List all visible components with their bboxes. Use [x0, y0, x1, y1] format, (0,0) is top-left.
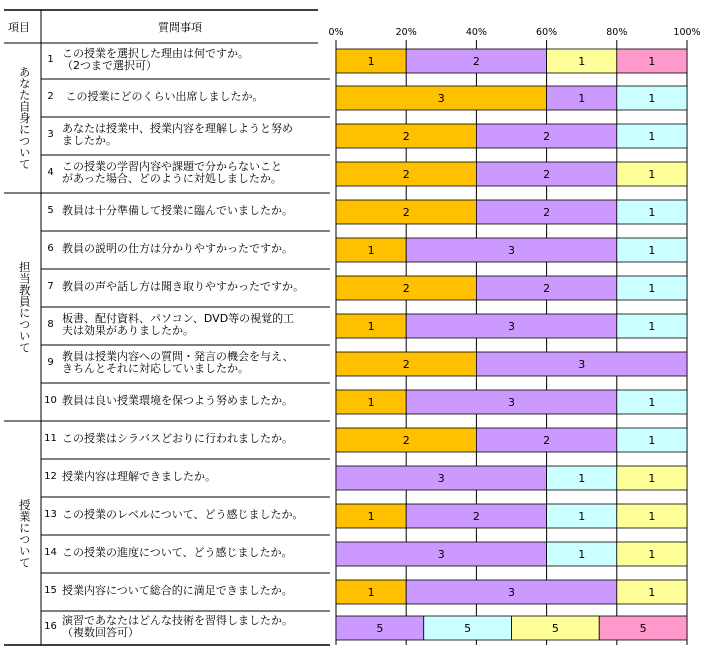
question-text: 授業内容について総合的に満足できましたか。: [62, 584, 293, 597]
bar-data-label: 3: [508, 396, 515, 409]
question-number: 16: [44, 621, 57, 632]
question-text: 演習であなたはどんな技術を習得しましたか。 （複数回答可）: [62, 614, 293, 639]
bar-data-label: 2: [543, 168, 551, 181]
bar-data-label: 2: [402, 206, 410, 219]
bar-data-label: 1: [648, 244, 656, 257]
question-number: 3: [47, 129, 54, 140]
question-text: 教員は良い授業環境を保つよう努めましたか。: [62, 394, 293, 407]
bar-data-label: 2: [402, 434, 410, 447]
question-text: 授業内容は理解できましたか。: [62, 470, 216, 483]
bar-data-label: 1: [648, 168, 656, 181]
bar-data-label: 5: [639, 622, 647, 635]
question-number: 4: [47, 167, 54, 178]
bar-data-label: 3: [437, 548, 445, 561]
question-number: 2: [47, 91, 54, 102]
bar-data-label: 1: [648, 548, 656, 561]
x-tick-label: 60%: [536, 27, 558, 38]
question-text: 教員は十分準備して授業に臨んでいましたか。: [62, 204, 293, 217]
question-text: この授業の学習内容や課題で分からないこと があった場合、どのように対処しましたか。: [62, 160, 282, 185]
bar-data-label: 1: [648, 396, 656, 409]
x-tick-label: 20%: [395, 27, 417, 38]
bar-data-label: 1: [648, 586, 656, 599]
bar-data-label: 1: [648, 55, 656, 68]
bar-data-label: 5: [376, 622, 384, 635]
bar-data-label: 1: [367, 244, 375, 257]
bar-data-label: 1: [648, 434, 656, 447]
question-text: 板書、配付資料、パソコン、DVD等の視覚的工 夫は効果がありましたか。: [62, 312, 295, 337]
question-text: 教員の説明の仕方は分かりやすかったですか。: [62, 242, 293, 255]
question-number: 8: [47, 319, 54, 330]
bar-data-label: 1: [367, 586, 375, 599]
question-number: 13: [44, 509, 57, 520]
bar-data-label: 3: [508, 320, 515, 333]
bar-data-label: 1: [648, 320, 656, 333]
bar-data-label: 2: [543, 282, 551, 295]
bar-data-label: 2: [402, 358, 410, 371]
question-text: 教員の声や話し方は聞き取りやすかったですか。: [62, 280, 304, 293]
bar-data-label: 2: [472, 55, 480, 68]
bar-data-label: 3: [508, 586, 515, 599]
bar-data-label: 1: [578, 92, 586, 105]
x-tick-label: 80%: [606, 27, 628, 38]
category-label: あなた自身について: [17, 66, 32, 170]
x-tick-label: 40%: [465, 27, 487, 38]
bar-data-label: 2: [402, 130, 410, 143]
bar-data-label: 1: [648, 130, 656, 143]
bar-data-label: 3: [437, 92, 445, 105]
bar-data-label: 3: [437, 472, 445, 485]
bar-data-label: 1: [648, 282, 656, 295]
bar-data-label: 2: [402, 168, 410, 181]
header-item: 項目: [8, 21, 30, 34]
bar-data-label: 1: [578, 55, 586, 68]
bar-data-label: 5: [464, 622, 472, 635]
x-tick-label: 0%: [328, 27, 344, 38]
bar-data-label: 2: [402, 282, 410, 295]
bar-data-label: 1: [367, 396, 375, 409]
bar-data-label: 3: [578, 358, 586, 371]
bar-data-label: 1: [578, 472, 586, 485]
bar-data-label: 1: [367, 510, 375, 523]
bar-data-label: 2: [543, 130, 551, 143]
question-number: 14: [44, 547, 57, 558]
question-text: この授業のレベルについて、どう感じましたか。: [62, 508, 304, 521]
bar-data-label: 1: [367, 320, 375, 333]
question-text: あなたは授業中、授業内容を理解しようと努め ましたか。: [62, 122, 293, 147]
question-number: 11: [44, 433, 57, 444]
question-text: この授業を選択した理由は何ですか。 （2つまで選択可）: [62, 47, 249, 72]
bar-data-label: 3: [508, 244, 515, 257]
bar-data-label: 2: [472, 510, 480, 523]
question-number: 7: [47, 281, 54, 292]
bar-data-label: 2: [543, 206, 551, 219]
question-text: この授業はシラバスどおりに行われましたか。: [62, 432, 293, 445]
bar-data-label: 2: [543, 434, 551, 447]
bar-data-label: 1: [648, 510, 656, 523]
bar-data-label: 1: [367, 55, 375, 68]
question-text: この授業にどのくらい出席しましたか。: [62, 90, 264, 103]
x-tick-label: 100%: [673, 27, 701, 38]
question-number: 5: [47, 205, 54, 216]
question-number: 15: [44, 585, 57, 596]
header-question: 質問事項: [158, 21, 202, 34]
category-label: 授業について: [17, 498, 32, 568]
bar-data-label: 1: [648, 472, 656, 485]
question-number: 1: [47, 54, 54, 65]
bar-data-label: 1: [578, 548, 586, 561]
question-number: 6: [47, 243, 54, 254]
category-label: 担当教員について: [17, 261, 32, 353]
bar-data-label: 1: [578, 510, 586, 523]
bar-data-label: 5: [551, 622, 559, 635]
question-number: 12: [44, 471, 57, 482]
bar-data-label: 1: [648, 206, 656, 219]
question-text: この授業の進度について、どう感じましたか。: [62, 546, 293, 559]
question-number: 9: [47, 357, 54, 368]
bar-data-label: 1: [648, 92, 656, 105]
question-number: 10: [44, 395, 57, 406]
question-text: 教員は授業内容への質問・発言の機会を与え、 きちんとそれに対応していましたか。: [62, 350, 294, 375]
